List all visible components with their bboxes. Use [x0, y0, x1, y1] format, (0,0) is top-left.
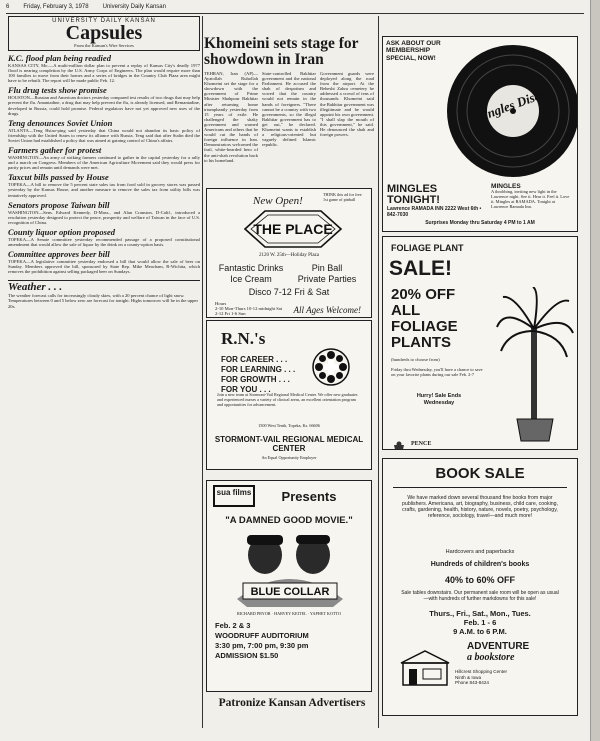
svg-text:THE PLACE: THE PLACE	[253, 221, 333, 237]
sale-date-line: Feb. 1 - 6	[463, 618, 497, 627]
mingles-subhead: MINGLES	[491, 183, 521, 190]
book-tables: Sale tables downstairs. Our permanent sale room will be open as usual—with hundreds of further markdowns for this sale!	[401, 590, 559, 602]
film-venue: WOODRUFF AUDITORIUM	[215, 631, 309, 640]
adventure-logo	[467, 641, 529, 663]
place-features	[213, 263, 365, 285]
weather-body: The weather forecast calls for increasingly cloudy skies, with a 20 percent chance of light snow. Temperatures between 0 and 5 below zero are forecast for tonight. Highs tomorrow will be in the upper 20s.	[8, 293, 199, 309]
news-brief	[8, 201, 200, 225]
place-hours	[215, 301, 282, 317]
foliage-fine-print: Friday thru Wednesday, you'll have a chance to save on your favorite plants during our sale Feb. 2-7	[391, 367, 483, 377]
palm-plant-icon	[495, 287, 575, 443]
membership-special: ASK ABOUT OUR MEMBERSHIP SPECIAL, NOW!	[386, 40, 441, 62]
book-sale-dates	[383, 609, 577, 636]
iran-column: TEHRAN, Iran (AP)—Ayatollah Ruhollah Khomeini set the stage for a showdown with the government of Prime Minister Shahpour Bakhtiar after returning home triumphantly yesterday from 15 years of exile. He challenged the shaky government and warned Americans and others that he would cut the hands of foreign influence in Iran. Demonstrators welcomed the frail, white-bearded hero of the anti-shah revolution back to his homeland.	[204, 71, 258, 163]
foliage-hundreds: (hundreds to choose from)	[391, 357, 440, 362]
rn-slogan: FOR GROWTH . . .	[221, 375, 290, 384]
brief-body: WASHINGTON—An army of striking farmers continued to gather in the capital yesterday for a rally and a march on Congress. Members of the American Agriculture Movement said they would press for parity prices and remain until demands were met.	[8, 155, 200, 171]
rn-slogans	[221, 355, 295, 395]
pence-name: PENCE	[411, 441, 432, 447]
adventure-tagline: a bookstore	[467, 652, 515, 663]
place-feature: Ice Cream	[230, 274, 272, 284]
brief-body: KANSAS CITY, Mo.—A multi-million dollar plan to prevent a replay of Kansas City's deadly 1977 flood is nearing completion by the U.S. Army Corps of Engineers. The plan would require more than 100 families to move from their homes and a series of bridges in the Country Club Plaza area might have to be rebuilt. The report will be made public Feb. 12.	[8, 63, 200, 84]
film-times: 3:30 pm, 7:00 pm, 9:30 pm	[215, 641, 309, 650]
divider	[393, 487, 567, 488]
film-info	[215, 621, 309, 661]
iran-column: State-controlled Bakhtiar government and the national Parliament. He accused the shah of despotism and vowed that the country would not remain in the hands of foreigners. "There cannot be a country with two governments, so the illegal Bakhtiar government has to get out," he declared. Khomeini wants to establish a religious-oriented but vaguely defined Islamic republic.	[262, 71, 316, 148]
brief-body: HOUSTON—Russian and American doctors yesterday compared test results of two drugs that may help prevent the flu. Amantadine, a drug that may help prevent the flu, is already licensed, and Remantadine, developed in Russia, could hold promise. Federal regulators have not yet approved new uses of the drugs.	[8, 95, 200, 116]
place-logo-icon	[243, 207, 343, 251]
brief-headline: Farmers gather for protest	[8, 145, 102, 156]
book-sale-title: BOOK SALE	[435, 465, 525, 482]
offer-line: FOLIAGE	[391, 318, 458, 335]
brief-body: ATLANTA—Teng Hsiao-ping said yesterday that China would not abandon its basic policy of friendship with the United States to renew its alliance with Russia. Teng said that after Stalin died the Soviet Union had established a policy that was aimed at gaining control of China's affairs.	[8, 127, 200, 143]
news-brief	[8, 146, 200, 170]
folio-date: Friday, February 3, 1978	[23, 4, 89, 10]
place-feature: Private Parties	[297, 274, 357, 284]
bookstore-building-icon	[397, 649, 453, 689]
mingles-address: Lawrence RAMADA INN 2222 West 6th • 842-7030	[387, 206, 482, 218]
rn-hospital-name: STORMONT-VAIL REGIONAL MEDICAL CENTER	[214, 435, 364, 453]
patronize-banner: Patronize Kansan Advertisers	[218, 697, 366, 709]
hours-label: Hours	[215, 301, 227, 306]
brief-body: TOPEKA—A bill to remove the 5 percent state sales tax from food sold in grocery stores was passed yesterday by the Kansas House, and another measure to remove the sales tax from utility bills was tentatively approved.	[8, 182, 200, 198]
film-credits: RICHARD PRYOR · HARVEY KEITEL · YAPHET KOTTO	[236, 611, 342, 616]
capsules-kicker: UNIVERSITY DAILY KANSAN	[52, 18, 156, 24]
brief-headline: Flu drug tests show promise	[8, 85, 107, 96]
mingles-info	[387, 184, 573, 218]
mingles-title: MINGLES TONIGHT!	[387, 183, 440, 206]
book-childrens: Hundreds of children's books	[430, 561, 530, 568]
news-brief	[8, 173, 200, 197]
place-feature: Fantastic Drinks	[218, 263, 284, 273]
brief-headline: K.C. flood plan being readied	[8, 53, 111, 63]
brief-headline: Senators propose Taiwan bill	[8, 199, 110, 210]
capsules-header	[8, 16, 200, 51]
iran-headline: Khomeini sets stage for showdown in Iran	[204, 35, 359, 68]
place-coupon-note: THINK this ad for free 1st game of pinball	[323, 192, 362, 202]
iran-column: Government guards were deployed along the road from the airport. At the Behesht Zahra cemetery he addressed a crowd of tens of thousands. Khomeini said the Bakhtiar government was illegitimate and he would appoint his own government. "I shall slap the mouth of this government," he said. He denounced the shah and foreign powers.	[320, 71, 374, 138]
book-sale-body: We have marked down several thousand fine books from major publishers. Americana, art, biography, business, child care, cooking, crafts, gardening, health, history, nature, novels, poetry, psychology, reference, sociology, travel—and much more!	[402, 495, 558, 519]
offer-line: 20% OFF	[391, 286, 456, 303]
foliage-hurry	[391, 393, 487, 406]
place-feature: Pin Ball	[311, 263, 343, 273]
brief-headline: Committee approves beer bill	[8, 249, 110, 260]
garden-centers-name	[411, 448, 505, 450]
mingles-ad	[382, 36, 578, 232]
brief-body: TOPEKA—A Senate committee yesterday recommended passage of a proposed constitutional amendment that would allow the sale of liquor by the drink on a county-option basis.	[8, 236, 200, 247]
address-line: Ninth & Iowa	[455, 674, 482, 680]
capsules-subtitle: From the Kansan's Wire Services	[74, 43, 134, 48]
film-poster-image	[223, 529, 357, 609]
hurry-line: Wednesday	[423, 399, 455, 406]
rn-slogan: FOR YOU . . .	[221, 385, 271, 394]
hours-line: 2-12 Fri 1-6 Sun	[215, 311, 246, 317]
page-folio	[6, 4, 584, 14]
mingles-body: A throbbing, inviting new light in the Lawrence night. See it. Hear it. Feel it. Love it. Mingles at RAMADA. Tonight at Lawrence Ramada Inn.	[491, 189, 570, 209]
adventure-name: ADVENTURE	[467, 641, 530, 652]
record-disc-icon	[445, 39, 577, 181]
rn-body: Join a new team at Stormont-Vail Regional Medical Center. We offer new graduates and experienced nurses a variety of clinical areas, an excellent orientation program and opportunities for advancement.	[217, 392, 358, 407]
capsules-title: Capsules	[65, 22, 143, 44]
rn-slogan: FOR CAREER . . .	[221, 355, 288, 364]
sua-films-logo: sua films	[213, 485, 255, 507]
sale-date-line: 9 A.M. to 6 P.M.	[453, 627, 507, 636]
hours-line: 2-10 Mon-Thurs 10-12 midnight Sat	[215, 306, 283, 312]
film-admission: ADMISSION $1.50	[215, 651, 279, 660]
weather-box	[8, 280, 200, 308]
offer-line: ALL	[391, 302, 421, 319]
column-rule	[202, 16, 203, 728]
news-brief	[8, 86, 200, 115]
news-brief	[8, 119, 200, 143]
brief-body: TOPEKA—A legislative committee yesterday endorsed a bill that would allow the sale of beer on Sunday. Members approved the bill, sponsored by State Rep. Mike Meacham, R-Wichita, which removes the prohibition against selling packaged beer on Sundays.	[8, 259, 200, 275]
brief-headline: Teng denounces Soviet Union	[8, 117, 113, 128]
rn-title: R.N.'s	[221, 329, 266, 348]
rn-recruitment-ad	[206, 320, 372, 470]
rn-slogan: FOR LEARNING . . .	[221, 365, 296, 374]
facing-page-edge	[590, 0, 600, 741]
foliage-sale-ad	[382, 236, 578, 450]
column-rule	[378, 16, 379, 728]
film-presents: Presents	[281, 489, 337, 504]
offer-line: PLANTS	[391, 334, 451, 351]
place-address: 2120 W. 25th—Holiday Plaza	[259, 253, 319, 258]
book-hardcovers: Hardcovers and paperbacks	[445, 549, 515, 555]
address-line: Hillcrest Shopping Center	[455, 669, 508, 674]
book-sale-ad	[382, 458, 578, 716]
place-disco: Disco 7-12 Fri & Sat	[248, 287, 330, 297]
foliage-title: FOLIAGE PLANT	[391, 243, 464, 253]
mingles-hours: Surprises Monday thru Saturday 4 PM to 1 AM	[425, 220, 535, 226]
news-brief	[8, 54, 200, 83]
svg-text:Mingles Disco: Mingles Disco	[470, 85, 549, 126]
bookstore-address	[455, 669, 507, 686]
place-new-open: New Open!	[253, 195, 303, 207]
brief-body: WASHINGTON—Sens. Edward Kennedy, D-Mass., and Alan Cranston, D-Calif., introduced a resolution yesterday designed to protect the peace, prosperity and welfare of Taiwan in the face of U.S. recognition of China.	[8, 209, 200, 225]
book-discount: 40% to 60% OFF	[444, 575, 516, 585]
sua-film-ad	[206, 480, 372, 692]
foliage-offer	[391, 287, 458, 351]
film-quote: "A DAMNED GOOD MOVIE."	[225, 515, 353, 526]
the-place-ad	[206, 188, 372, 318]
brief-headline: County liquor option proposed	[8, 226, 115, 237]
address-line: Phone 843-8424	[455, 680, 489, 686]
medical-emblem-icon	[311, 347, 351, 387]
weather-headline: Weather . . .	[8, 281, 63, 294]
svg-text:BLUE COLLAR: BLUE COLLAR	[250, 586, 330, 598]
news-brief	[8, 250, 200, 274]
sale-date-line: Thurs., Fri., Sat., Mon., Tues.	[429, 609, 531, 618]
capsules-column	[8, 16, 200, 726]
news-brief	[8, 228, 200, 247]
hurry-line: Hurry! Sale Ends	[416, 393, 462, 399]
page-number: 6	[6, 4, 10, 10]
iran-story	[204, 36, 374, 163]
brief-headline: Taxcut bills passed by House	[8, 172, 109, 183]
rn-eoe: An Equal Opportunity Employer	[261, 455, 317, 460]
rn-address: 1500 West Tenth, Topeka, Ks. 66606	[258, 423, 320, 428]
place-ages: All Ages Welcome!	[293, 305, 361, 315]
film-dates: Feb. 2 & 3	[215, 621, 251, 630]
flower-pot-icon	[391, 441, 407, 450]
foliage-sale: SALE!	[389, 257, 452, 280]
folio-paper: University Daily Kansan	[102, 4, 166, 10]
